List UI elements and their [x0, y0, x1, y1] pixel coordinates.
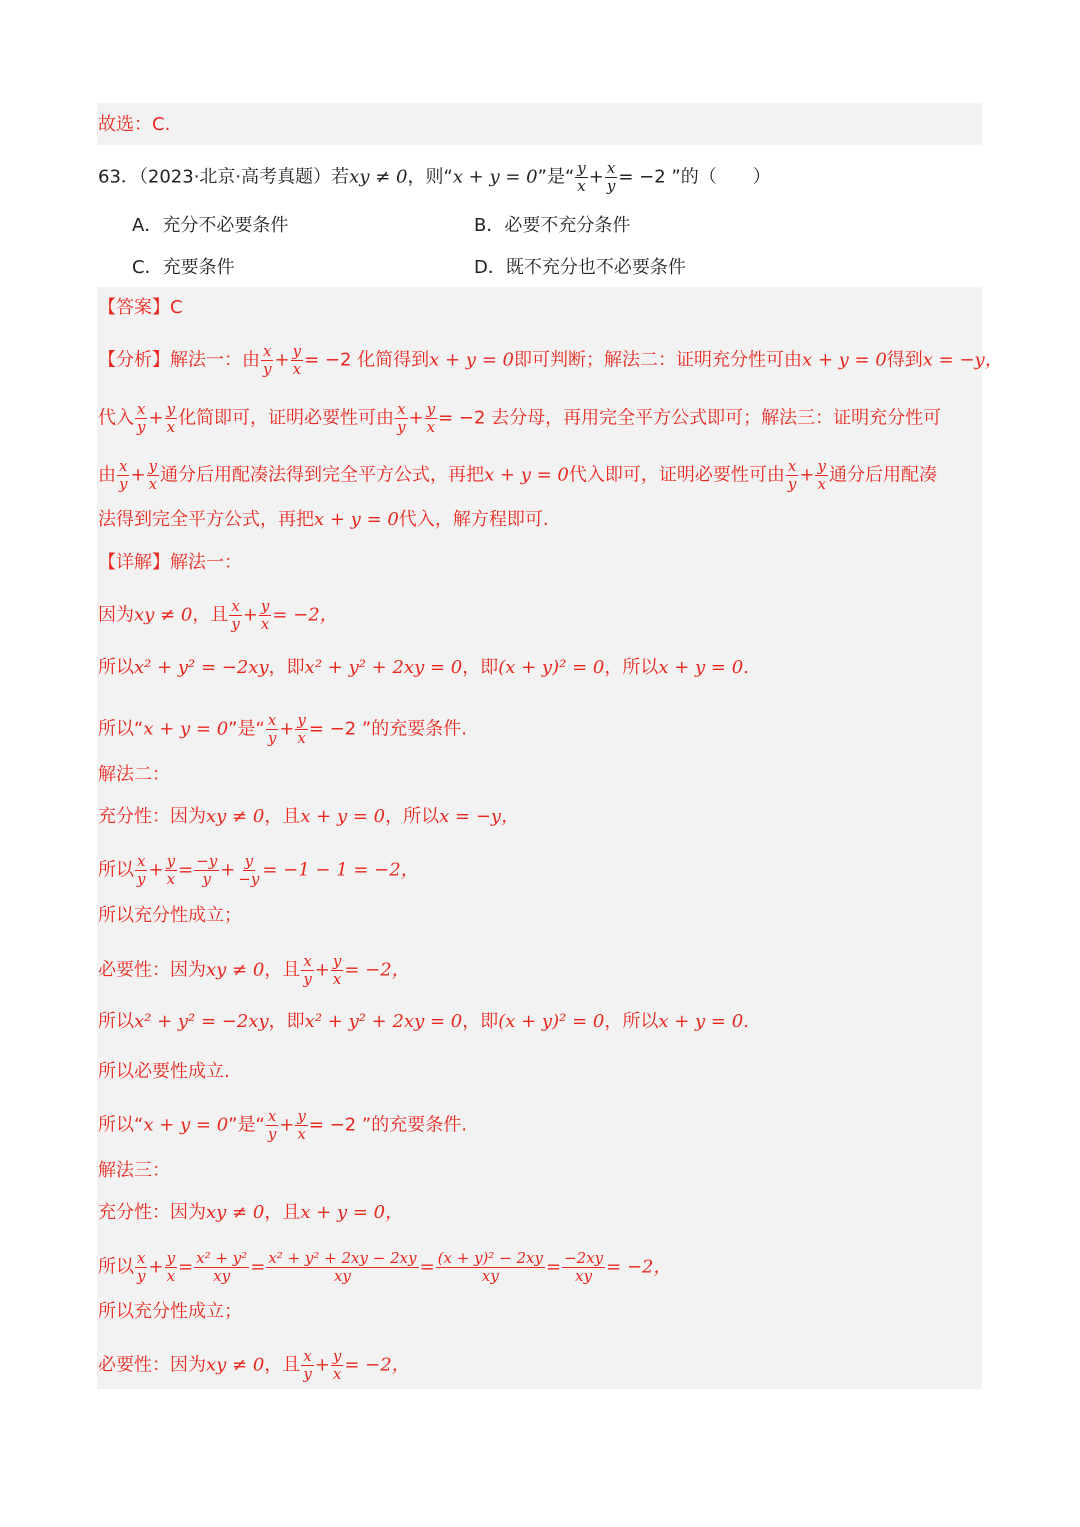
- method-2-line-6: 所以必要性成立.: [98, 1061, 230, 1082]
- q-eq: x + y = 0: [452, 166, 538, 188]
- prev-answer: 故选：C.: [98, 114, 171, 135]
- fraction-x-over-y: $\frac{x}{y}$: [606, 159, 616, 195]
- option-b[interactable]: B．必要不充分条件: [474, 215, 631, 236]
- detail-1-line-2: 所以x² + y² = −2xy，即x² + y² + 2xy = 0，即(x + y)² = 0，所以x + y = 0.: [98, 657, 749, 678]
- method-2-line-3: 所以充分性成立；: [98, 905, 242, 926]
- method-3-heading: 解法三：: [98, 1160, 170, 1181]
- analysis-line-4: 法得到完全平方公式，再把x + y = 0代入，解方程即可.: [98, 509, 549, 530]
- q-then: ，则“: [407, 166, 453, 188]
- method-2-line-4: 必要性：因为xy ≠ 0，且 $\frac{x}{y}$ + $\frac{y}{x}$ = −2，: [98, 952, 410, 988]
- analysis-line-3: 由 $\frac{x}{y}$ + $\frac{y}{x}$ 通分后用配凑法得到完全平方公式，再把x + y = 0代入即可，证明必要性可由 $\frac{x}{y}$ + $\frac{y}{x}$ 通分后用配凑: [98, 457, 937, 493]
- analysis-tag: 【分析】: [98, 349, 170, 371]
- answer-line: [98, 296, 183, 320]
- detail-tag: 【详解】: [98, 552, 170, 573]
- method-2-heading: 解法二：: [98, 764, 170, 785]
- method-3-line-3: 所以充分性成立；: [98, 1301, 242, 1322]
- q-tail: = −2 ”的（ ）: [618, 166, 771, 188]
- answer-value: C: [170, 297, 183, 318]
- method-2-line-1: 充分性：因为xy ≠ 0，且x + y = 0，所以x = −y，: [98, 806, 520, 827]
- question-source: （2023·北京·高考真题）: [138, 166, 332, 188]
- method-3-line-1: 充分性：因为xy ≠ 0，且x + y = 0，: [98, 1202, 404, 1223]
- option-c[interactable]: C．充要条件: [132, 257, 235, 278]
- detail-heading: 【详解】解法一：: [98, 552, 242, 573]
- detail-1-line-1: 因为xy ≠ 0，且 $\frac{x}{y}$ + $\frac{y}{x}$ = −2，: [98, 597, 338, 633]
- analysis-line-2: 代入 $\frac{x}{y}$ + $\frac{y}{x}$ 化简即可，证明必要性可由 $\frac{x}{y}$ + $\frac{y}{x}$ = −2 去分母，再用完全平方公式即可；解法三：证明充分性可: [98, 400, 942, 436]
- analysis-line-1: 【分析】解法一：由 $\frac{x}{y}$ + $\frac{y}{x}$ = −2 化简得到x + y = 0即可判断；解法二：证明充分性可由x + y = 0得到x = −y，: [98, 342, 1003, 378]
- q-is: ”是“: [537, 166, 575, 188]
- q-if: 若: [331, 166, 350, 188]
- method-2-line-5: 所以x² + y² = −2xy，即x² + y² + 2xy = 0，即(x + y)² = 0，所以x + y = 0.: [98, 1011, 749, 1032]
- question-number: 63．: [98, 166, 139, 188]
- detail-1-line-3: 所以“x + y = 0”是“ $\frac{x}{y}$ + $\frac{y}{x}$ = −2 ”的充要条件.: [98, 711, 467, 747]
- question-stem: 63．（2023·北京·高考真题）若xy ≠ 0，则“x + y = 0”是“ $\frac{y}{x}$ + $\frac{x}{y}$ = −2 ”的（ ）: [98, 159, 771, 195]
- q-cond: xy ≠ 0: [349, 166, 408, 188]
- method-3-line-2: 所以 $\frac{x}{y}$ + $\frac{y}{x}$ = $\frac{\text{x² + y²}}{xy}$ = $\frac{\text{x² + y² + 2xy − 2xy}}{xy}$ = $\frac{\text{(x + y)² − 2xy}}{xy}$ = $\frac{-2xy}{xy}$ = −2，: [98, 1249, 672, 1285]
- option-d[interactable]: D．既不充分也不必要条件: [474, 257, 686, 278]
- option-a[interactable]: A．充分不必要条件: [132, 215, 289, 236]
- fraction-y-over-x: $\frac{y}{x}$: [577, 159, 586, 195]
- method-2-line-2: 所以 $\frac{x}{y}$ + $\frac{y}{x}$ = $\frac{-y}{y}$ + $\frac{y}{-y}$ = −1 − 1 = −2，: [98, 852, 419, 888]
- method-2-line-7: 所以“x + y = 0”是“ $\frac{x}{y}$ + $\frac{y}{x}$ = −2 ”的充要条件.: [98, 1107, 467, 1143]
- answer-tag: 【答案】: [98, 297, 170, 318]
- method-3-line-4: 必要性：因为xy ≠ 0，且 $\frac{x}{y}$ + $\frac{y}{x}$ = −2，: [98, 1347, 410, 1383]
- prev-answer-block: [97, 103, 982, 145]
